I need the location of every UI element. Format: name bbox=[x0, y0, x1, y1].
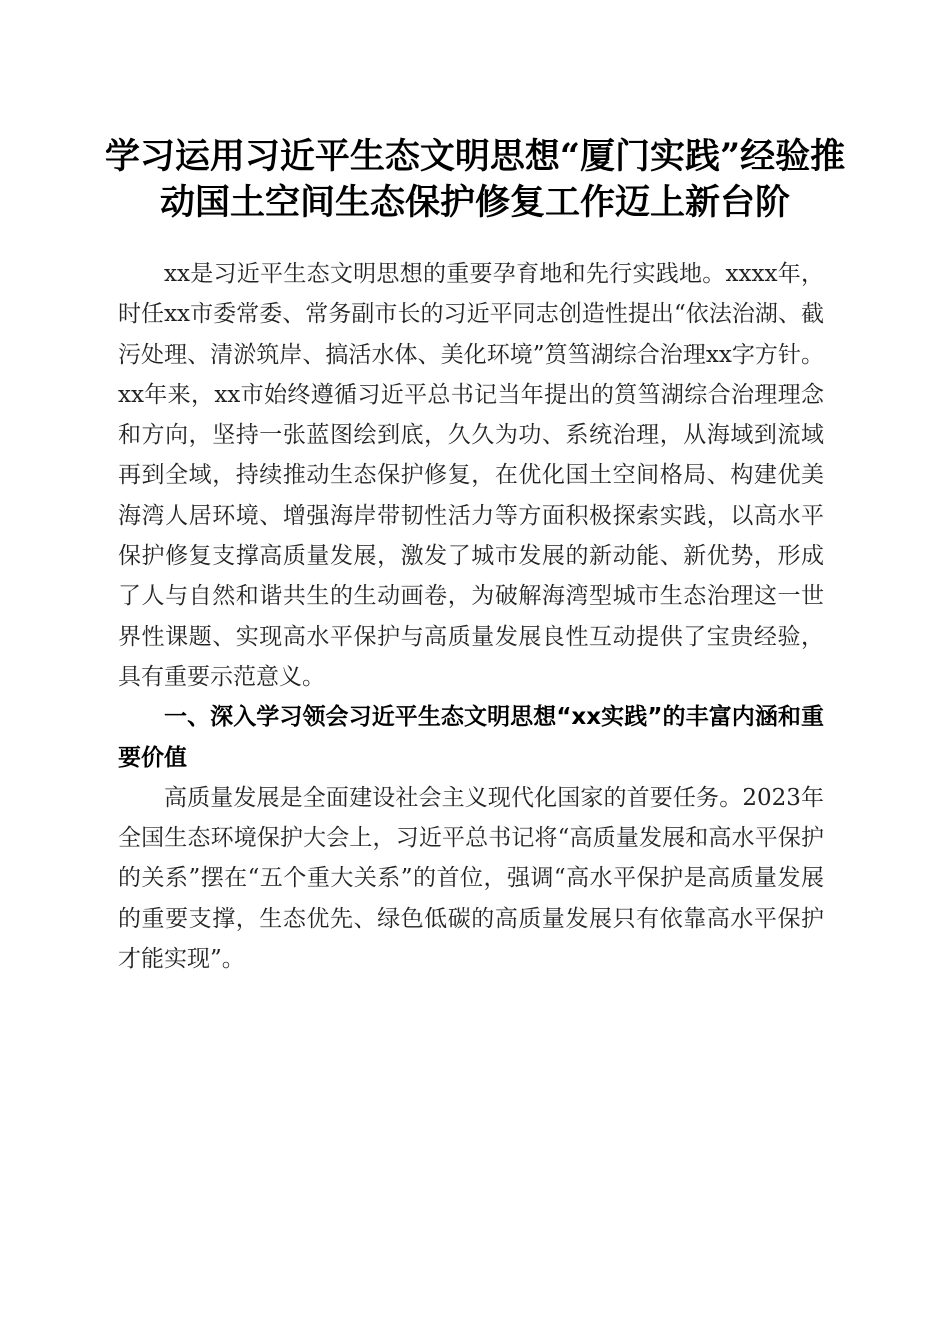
section-heading: 一、深入学习领会习近平生态文明思想“xx实践”的丰富内涵和重要价值 bbox=[118, 704, 824, 771]
document-title: 学习运用习近平生态文明思想“厦门实践”经验推动国土空间生态保护修复工作迈上新台阶 bbox=[104, 136, 846, 223]
document-body bbox=[118, 254, 824, 979]
body-paragraph: 高质量发展是全面建设社会主义现代化国家的首要任务。2023年全国生态环境保护大会上，习近平总书记将“高质量发展和高水平保护的关系”摆在“五个重大关系”的首位，强调“高水平保护是高质量发展的重要支撑，生态优先、绿色低碳的高质量发展只有依靠高水平保护才能实现”。 bbox=[118, 784, 824, 973]
body-paragraph: xx是习近平生态文明思想的重要孕育地和先行实践地。xxxx年，时任xx市委常委、常务副市长的习近平同志创造性提出“依法治湖、截污处理、清淤筑岸、搞活水体、美化环境”筼筜湖综合治理xx字方针。xx年来，xx市始终遵循习近平总书记当年提出的筼筜湖综合治理理念和方向，坚持一张蓝图绘到底，久久为功、系统治理，从海域到流域再到全域，持续推动生态保护修复，在优化国土空间格局、构建优美海湾人居环境、增强海岸带韧性活力等方面积极探索实践，以高水平保护修复支撑高质量发展，激发了城市发展的新动能、新优势，形成了人与自然和谐共生的生动画卷，为破解海湾型城市生态治理这一世界性课题、实现高水平保护与高质量发展良性互动提供了宝贵经验，具有重要示范意义。 bbox=[118, 261, 824, 690]
